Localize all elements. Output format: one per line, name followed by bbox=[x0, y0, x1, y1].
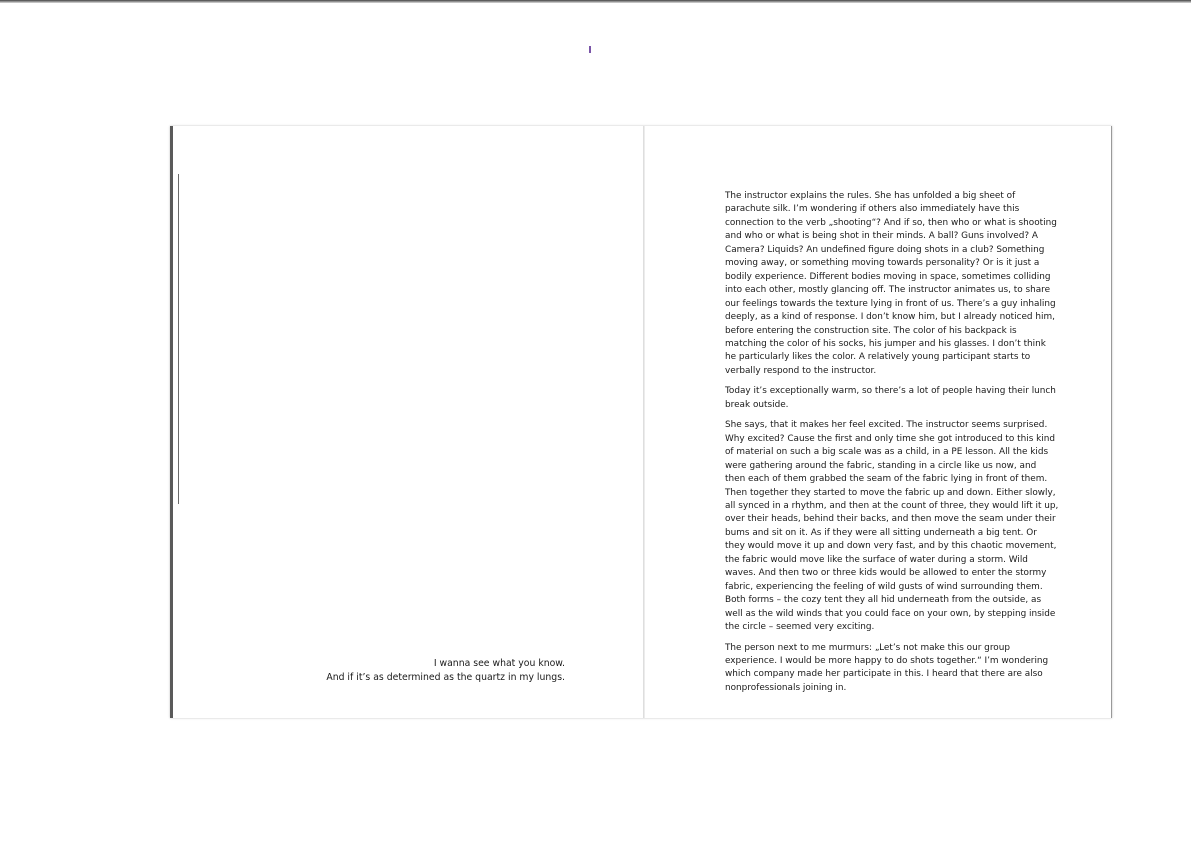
paragraph: She says, that it makes her feel excited. The instructor seems surprised. Why excited? Cause the first and only time she got introduced to this kind of material on such a big scale was as a child, in a PE lesson. All the kids were gathering around the fabric, standing in a circle like us now, and then each of them grabbed the seam of the fabric lying in front of them. Then together they started to move the fabric up and down. Either slowly, all synced in a rhythm, and then at the count of three, they would lift it up, over their heads, behind their backs, and then move the seam under their bums and sit on it. As if they were all sitting underneath a big tent. Or they would move it up and down very fast, and by this chaotic movement, the fabric would move like the surface of water during a storm. Wild waves. And then two or three kids would be allowed to enter the stormy fabric, experiencing the feeling of wild gusts of wind surrounding them. Both forms – the cozy tent they all hid underneath from the outside, as well as the wild winds that you could face on your own, by stepping inside the circle – seemed very exciting. bbox=[725, 420, 1059, 633]
quote-block bbox=[245, 657, 565, 684]
paragraph: The person next to me murmurs: „Let’s not make this our group experience. I would be more happy to do shots together.“ I’m wondering which company made her participate in this. I heard that there are also nonprofessionals joining in. bbox=[725, 642, 1049, 693]
scan-edge bbox=[0, 0, 1191, 3]
paragraph: Today it’s exceptionally warm, so there’s a lot of people having their lunch break outside. bbox=[725, 386, 1056, 410]
quote-line: And if it’s as determined as the quartz in my lungs. bbox=[326, 671, 565, 683]
right-page bbox=[645, 126, 1112, 718]
left-page bbox=[170, 126, 644, 718]
body-text bbox=[725, 190, 1059, 702]
page-edge-line bbox=[178, 174, 179, 504]
quote-line: I wanna see what you know. bbox=[433, 658, 565, 669]
paragraph: The instructor explains the rules. She has unfolded a big sheet of parachute silk. I’m wondering if others also immediately have this connection to the verb „shooting“? And if so, then who or what is shooting and who or what is being shot in their minds. A ball? Guns involved? A Camera? Liquids? An undefined figure doing shots in a club? Something moving away, or something moving towards personality? Or is it just a bodily experience. Different bodies moving in space, sometimes colliding into each other, mostly glancing off. The instructor animates us, to share our feelings towards the texture lying in front of us. There’s a guy inhaling deeply, as a kind of response. I don’t know him, but I already noticed him, before entering the construction site. The color of his backpack is matching the color of his socks, his jumper and his glasses. I don’t think he particularly likes the color. A relatively young participant starts to verbally respond to the instructor. bbox=[725, 191, 1057, 376]
book-spread bbox=[170, 126, 1112, 718]
ink-mark bbox=[589, 46, 591, 53]
